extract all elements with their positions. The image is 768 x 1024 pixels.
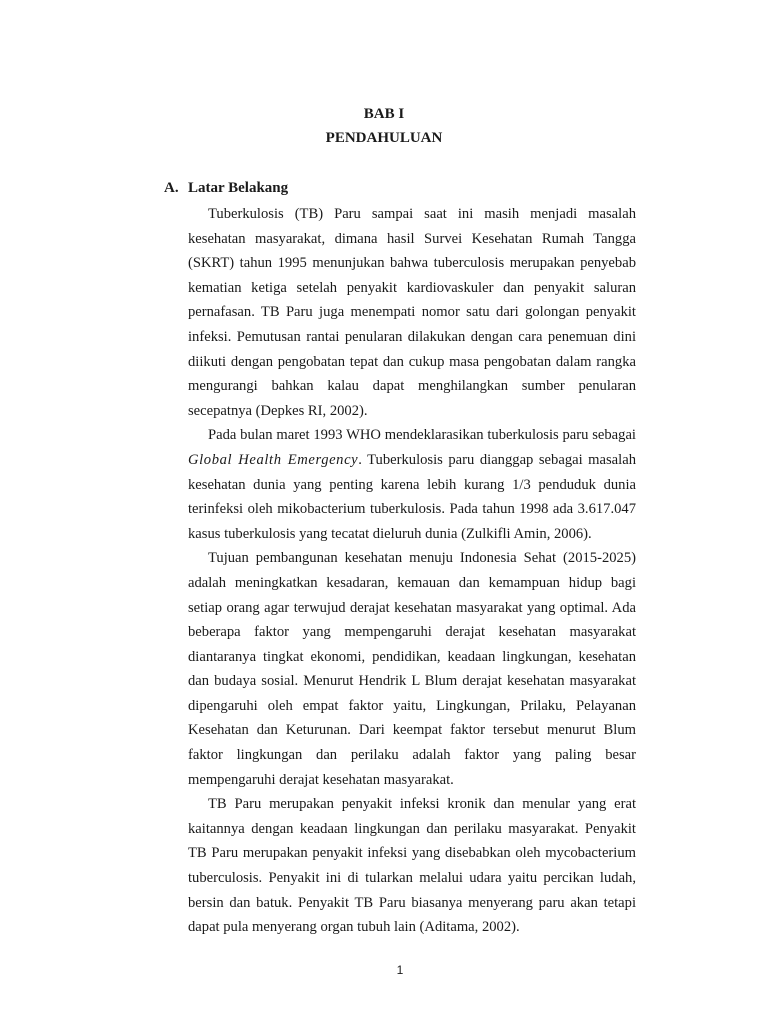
paragraph-3: Tujuan pembangunan kesehatan menuju Indonesia Sehat (2015-2025) adalah meningkatkan kesadaran, kemauan dan kemampuan hidup bagi setiap orang agar terwujud derajat kesehatan masyarakat yang optimal. Ada beberapa faktor yang mempengaruhi derajat kesehatan masyarakat diantaranya tingkat ekonomi, pendidikan, keadaan lingkungan, kesehatan dan budaya sosial. Menurut Hendrik L Blum derajat kesehatan masyarakat dipengaruhi oleh empat faktor yaitu, Lingkungan, Prilaku, Pelayanan Kesehatan dan Keturunan. Dari keempat faktor tersebut menurut Blum faktor lingkungan dan perilaku adalah faktor yang paling besar mempengaruhi derajat kesehatan masyarakat. <box>188 550 636 788</box>
chapter-title: PENDAHULUAN <box>325 130 443 146</box>
chapter-number: BAB I <box>363 106 405 122</box>
body-text <box>188 202 636 940</box>
paragraph-2 <box>188 423 636 546</box>
paragraph-2-emphasis: Global Health Emergency <box>188 451 359 468</box>
paragraph-1: Tuberkulosis (TB) Paru sampai saat ini masih menjadi masalah kesehatan masyarakat, dimana hasil Survei Kesehatan Rumah Tangga (SKRT) tahun 1995 menunjukan bahwa tuberculosis merupakan penyebab kematian ketiga setelah penyakit kardiovaskuler dan penyakit saluran pernafasan. TB Paru juga menempati nomor satu dari golongan penyakit infeksi. Pemutusan rantai penularan dilakukan dengan cara penemuan dini diikuti dengan pengobatan tepat dan cukup masa pengobatan dalam rangka mengurangi bahkan kalau dapat menghilangkan sumber penularan secepatnya (Depkes RI, 2002). <box>188 206 636 419</box>
section-heading <box>164 178 288 198</box>
section-title: Latar Belakang <box>188 180 289 196</box>
section-letter: A. <box>164 180 179 196</box>
page-number: 1 <box>396 963 404 977</box>
paragraph-2-rest: . Tuberkulosis paru dianggap sebagai masalah kesehatan dunia yang penting karena lebih kurang 1/3 penduduk dunia terinfeksi oleh mikobacterium tuberkulosis. Pada tahun 1998 ada 3.617.047 kasus tuberkulosis yang tecatat dieluruh dunia (Zulkifli Amin, 2006). <box>188 451 636 542</box>
paragraph-4: TB Paru merupakan penyakit infeksi kronik dan menular yang erat kaitannya dengan keadaan lingkungan dan perilaku masyarakat. Penyakit TB Paru merupakan penyakit infeksi yang disebabkan oleh mycobacterium tuberculosis. Penyakit ini di tularkan melalui udara yaitu percikan ludah, bersin dan batuk. Penyakit TB Paru biasanya menyerang paru akan tetapi dapat pula menyerang organ tubuh lain (Aditama, 2002). <box>188 796 636 936</box>
paragraph-2-lead: Pada bulan maret 1993 WHO mendeklarasikan tuberkulosis paru sebagai <box>208 427 636 444</box>
